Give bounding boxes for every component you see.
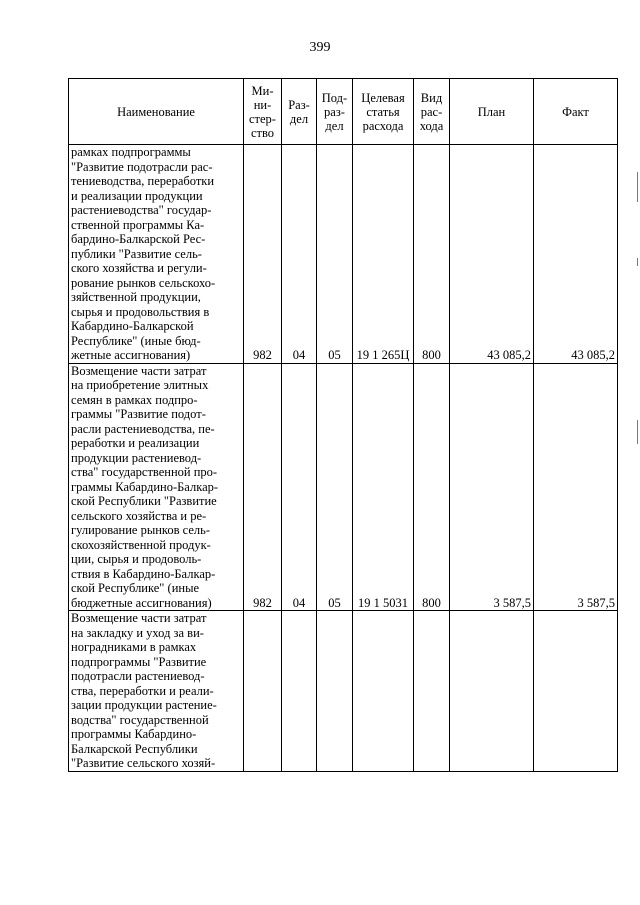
row-ministry bbox=[244, 611, 282, 772]
row-section: 04 bbox=[282, 363, 317, 611]
row-fact: 43 085,2 bbox=[534, 145, 618, 364]
row-name: Возмещение части затрат на закладку и уход за ви- ноградниками в рамках подпрограммы "Развитие подотрасли растениевод- ства, переработки и реали- зации продукции растение- водства" государственной программы Кабардино- Балкарской Республики "Развитие сельского хозяй- bbox=[69, 611, 244, 772]
row-name: Возмещение части затрат на приобретение элитных семян в рамках подпро- граммы "Развитие подот- расли растениеводства, пе- реработки и реализации продукции растениевод- ства" государственной про- граммы Кабардино-Балкар- ской Республики "Развитие сельского хозяйства и ре- гулирование рынков сель- скохозяйственной продук- ции, сырья и продоволь- ствия в Кабардино-Балкар- ской Республике" (иные бюджетные ассигнования) bbox=[69, 363, 244, 611]
row-subsection: 05 bbox=[317, 145, 353, 364]
row-plan: 3 587,5 bbox=[450, 363, 534, 611]
page-number: 399 bbox=[309, 40, 331, 55]
row-section: 04 bbox=[282, 145, 317, 364]
col-header-target-item: Целевая статья расхода bbox=[353, 79, 414, 145]
scan-edge-mark bbox=[637, 420, 638, 444]
row-expense-type: 800 bbox=[414, 363, 450, 611]
row-ministry: 982 bbox=[244, 363, 282, 611]
scan-edge-mark bbox=[637, 258, 638, 266]
budget-table bbox=[68, 78, 618, 772]
col-header-expense-type: Вид рас- хода bbox=[414, 79, 450, 145]
col-header-section: Раз- дел bbox=[282, 79, 317, 145]
col-header-plan: План bbox=[450, 79, 534, 145]
row-fact: 3 587,5 bbox=[534, 363, 618, 611]
scan-edge-mark bbox=[637, 172, 638, 202]
col-header-fact: Факт bbox=[534, 79, 618, 145]
row-ministry: 982 bbox=[244, 145, 282, 364]
row-target-item bbox=[353, 611, 414, 772]
col-header-subsection: Под- раз- дел bbox=[317, 79, 353, 145]
table-row bbox=[69, 363, 618, 611]
row-name: рамках подпрограммы "Развитие подотрасли рас- тениеводства, переработки и реализации продукции растениеводства" государ- ственной программы Ка- бардино-Балкарской Рес- публики "Развитие сель- ского хозяйства и регули- рование рынков сельскохо- зяйственной продукции, сырья и продовольствия в Кабардино-Балкарской Республике" (иные бюд- жетные ассигнования) bbox=[69, 145, 244, 364]
header-row bbox=[69, 79, 618, 145]
col-header-ministry: Ми- ни- стер- ство bbox=[244, 79, 282, 145]
row-fact bbox=[534, 611, 618, 772]
row-subsection bbox=[317, 611, 353, 772]
row-subsection: 05 bbox=[317, 363, 353, 611]
row-plan: 43 085,2 bbox=[450, 145, 534, 364]
row-plan bbox=[450, 611, 534, 772]
table-row bbox=[69, 611, 618, 772]
row-expense-type: 800 bbox=[414, 145, 450, 364]
col-header-name: Наименование bbox=[69, 79, 244, 145]
row-expense-type bbox=[414, 611, 450, 772]
row-target-item: 19 1 265Ц bbox=[353, 145, 414, 364]
row-section bbox=[282, 611, 317, 772]
row-target-item: 19 1 5031 bbox=[353, 363, 414, 611]
table-row bbox=[69, 145, 618, 364]
